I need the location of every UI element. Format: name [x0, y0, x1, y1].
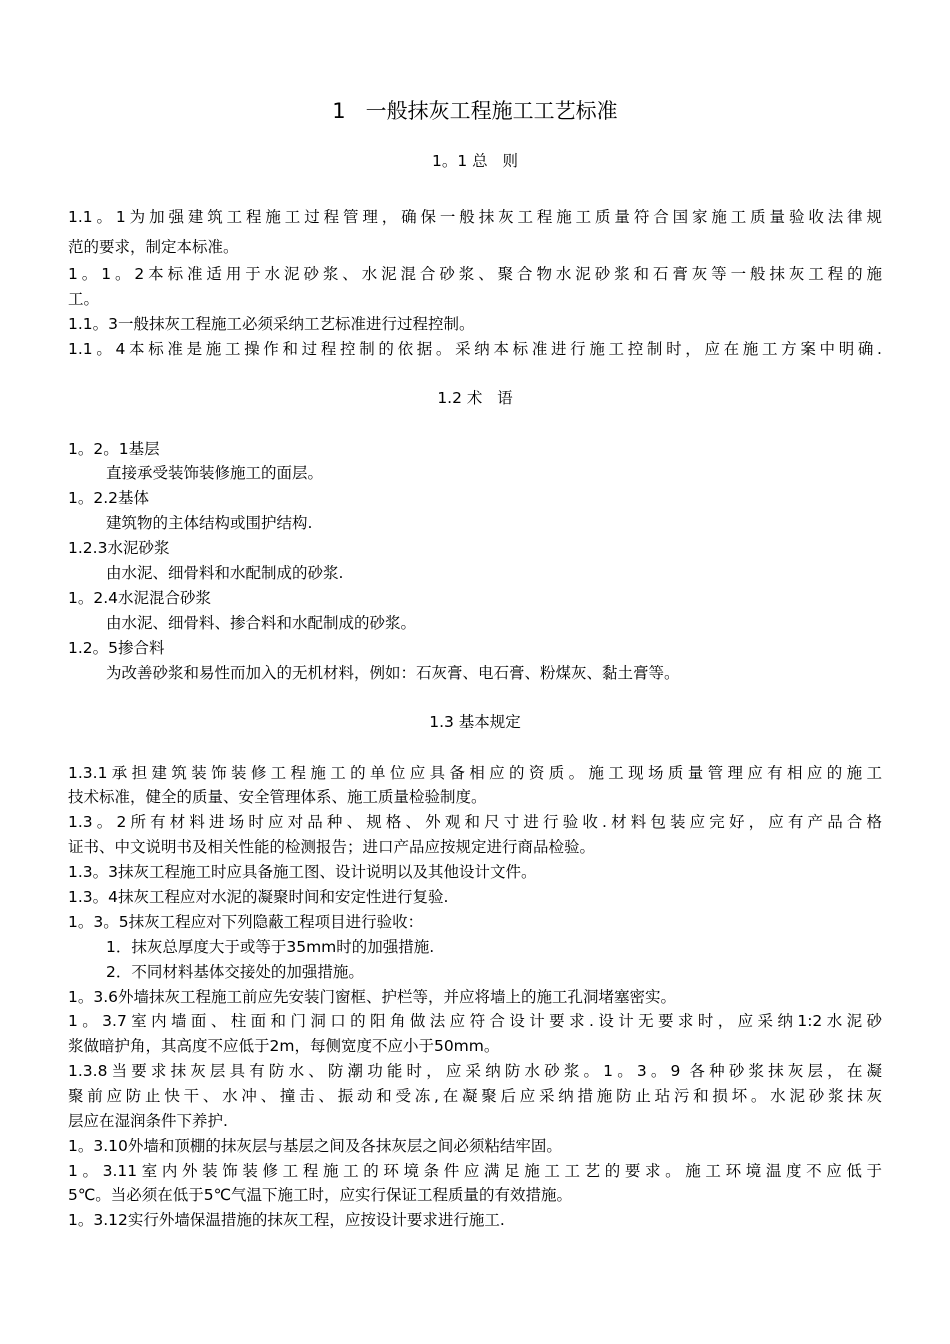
document-title: 1 一般抹灰工程施工工艺标准 [332, 99, 618, 123]
section-heading-terms: 1.2 术 语 [437, 389, 513, 407]
clause-1-3-7-line-1: 1。3.7室内墙面、柱面和门洞口的阳角做法应符合设计要求.设计无要求时，应采纳1:2水泥砂 [68, 1012, 882, 1030]
clause-1-3-5-item-1: 1．抹灰总厚度大于或等于35mm时的加强措施. [106, 938, 435, 956]
clause-1-3-3: 1.3。3抹灰工程施工时应具备施工图、设计说明以及其他设计文件。 [68, 863, 537, 881]
clause-1-3-4: 1.3。4抹灰工程应对水泥的凝聚时间和安定性进行复验. [68, 888, 449, 906]
clause-1-1-3: 1.1。3一般抹灰工程施工必须采纳工艺标准进行过程控制。 [68, 315, 475, 333]
clause-1-3-1-line-2: 技术标准，健全的质量、安全管理体系、施工质量检验制度。 [68, 788, 487, 806]
clause-1-3-7-line-2: 浆做暗护角，其高度不应低于2m，每侧宽度不应小于50mm。 [68, 1037, 500, 1055]
clause-1-3-9-line-3: 层应在湿润条件下养护. [68, 1112, 228, 1130]
term-1-2-3-definition: 由水泥、细骨料和水配制成的砂浆. [106, 564, 344, 582]
clause-1-1-1-line-2: 范的要求，制定本标准。 [68, 238, 239, 256]
clause-1-3-8-line-1: 1.3.8当要求抹灰层具有防水、防潮功能时，应采纳防水砂浆。1。3。9 各种砂浆抹灰层，在凝 [68, 1062, 882, 1080]
term-1-2-2-definition: 建筑物的主体结构或围护结构. [106, 514, 313, 532]
clause-1-3-5: 1。3。5抹灰工程应对下列隐蔽工程项目进行验收： [68, 913, 424, 931]
term-1-2-1-definition: 直接承受装饰装修施工的面层。 [106, 464, 324, 482]
clause-1-1-1-line-1: 1.1。1为加强建筑工程施工过程管理，确保一般抹灰工程施工质量符合国家施工质量验收法律规 [68, 208, 882, 226]
clause-1-1-2-line-2: 工。 [68, 290, 100, 308]
term-1-2-4: 1。2.4水泥混合砂浆 [68, 589, 212, 607]
clause-1-3-11-line-2: 5℃。当必须在低于5℃气温下施工时，应实行保证工程质量的有效措施。 [68, 1186, 573, 1204]
clause-1-1-2-line-1: 1。1。2本标准适用于水泥砂浆、水泥混合砂浆、聚合物水泥砂浆和石膏灰等一般抹灰工程的施 [68, 265, 882, 283]
clause-1-3-11-line-1: 1。3.11室内外装饰装修工程施工的环境条件应满足施工工艺的要求。施工环境温度不应低于 [68, 1162, 882, 1180]
clause-1-3-2-line-1: 1.3。2所有材料进场时应对品种、规格、外观和尺寸进行验收.材料包装应完好，应有产品合格 [68, 813, 882, 831]
section-heading-basic-provisions: 1.3 基本规定 [429, 713, 521, 731]
clause-1-3-2-line-2: 证书、中文说明书及相关性能的检测报告；进口产品应按规定进行商品检验。 [68, 838, 596, 856]
clause-1-3-9-line-2: 聚前应防止快干、水冲、撞击、振动和受冻,在凝聚后应采纳措施防止玷污和损坏。水泥砂浆抹灰 [68, 1087, 882, 1105]
term-1-2-5-definition: 为改善砂浆和易性而加入的无机材料，例如：石灰膏、电石膏、粉煤灰、黏土膏等。 [106, 664, 680, 682]
clause-1-3-1-line-1: 1.3.1承担建筑装饰装修工程施工的单位应具备相应的资质。施工现场质量管理应有相应的施工 [68, 764, 882, 782]
clause-1-1-4: 1.1。4本标准是施工操作和过程控制的依据。采纳本标准进行施工控制时，应在施工方案中明确. [68, 340, 882, 358]
clause-1-3-10: 1。3.10外墙和顶棚的抹灰层与基层之间及各抹灰层之间必须粘结牢固。 [68, 1137, 562, 1155]
clause-1-3-5-item-2: 2．不同材料基体交接处的加强措施。 [106, 963, 364, 981]
clause-1-3-12: 1。3.12实行外墙保温措施的抹灰工程，应按设计要求进行施工. [68, 1211, 505, 1229]
term-1-2-3: 1.2.3水泥砂浆 [68, 539, 170, 557]
clause-1-3-6: 1。3.6外墙抹灰工程施工前应先安装门窗框、护栏等，并应将墙上的施工孔洞堵塞密实。 [68, 988, 677, 1006]
term-1-2-5: 1.2。5掺合料 [68, 639, 165, 657]
term-1-2-2: 1。2.2基体 [68, 489, 150, 507]
term-1-2-4-definition: 由水泥、细骨料、掺合料和水配制成的砂浆。 [106, 614, 417, 632]
section-heading-general: 1。1 总 则 [432, 152, 518, 170]
term-1-2-1: 1。2。1基层 [68, 440, 160, 458]
